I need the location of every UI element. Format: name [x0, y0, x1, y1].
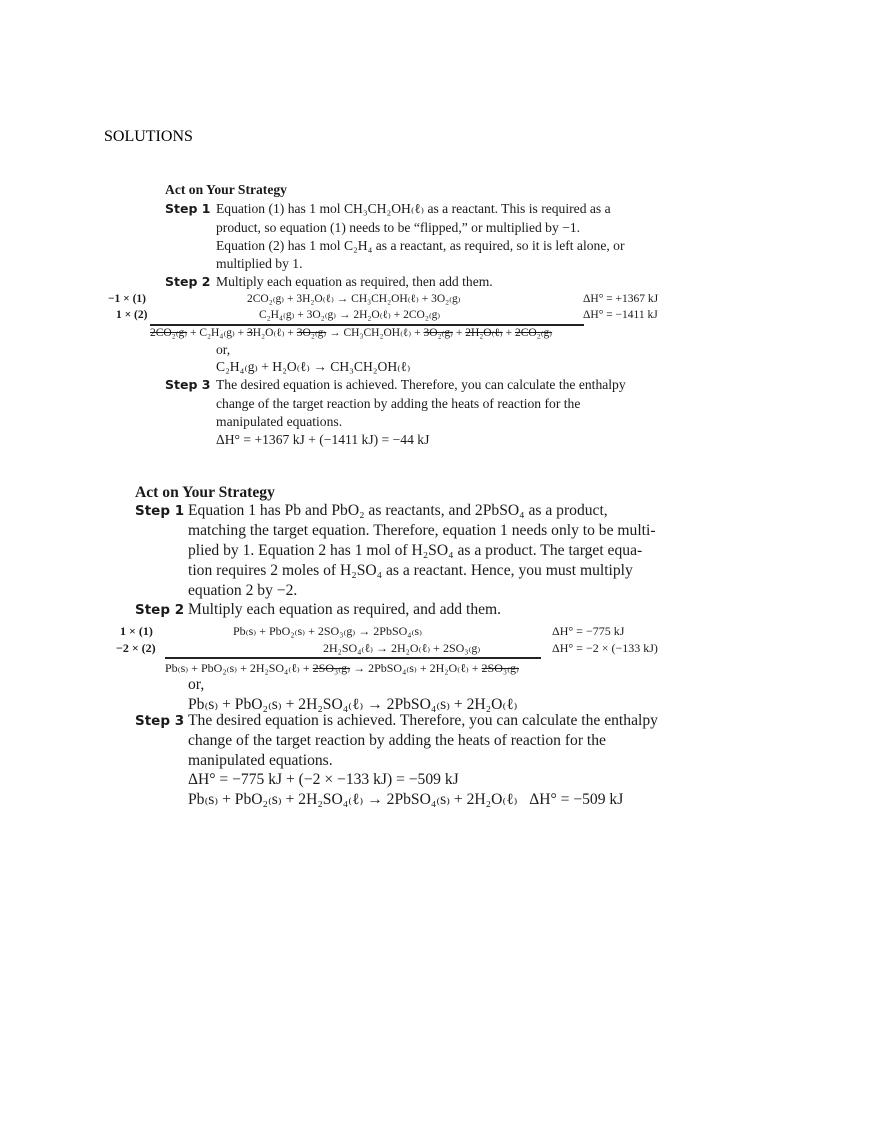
- term: → CH₃CH₂OH₍ℓ₎ +: [326, 327, 424, 339]
- cancelled-term: 2CO₂₍g₎: [150, 327, 188, 339]
- cancelled-term: 2H₂O₍ℓ₎: [465, 327, 503, 339]
- sum-rule: [165, 657, 541, 659]
- step-label: Step 3: [135, 713, 185, 729]
- text-line: The desired equation is achieved. Therefore, you can calculate the enthalpy: [188, 712, 658, 729]
- term: + C₂H₄₍g₎ +: [187, 327, 248, 339]
- step-label: Step 1: [165, 201, 211, 216]
- section-heading: Act on Your Strategy: [135, 484, 275, 501]
- cancelled-term: 2SO₃₍g₎: [312, 661, 351, 675]
- term: +: [502, 327, 515, 339]
- sum-equation: [165, 662, 519, 674]
- final-equation: Pb₍s₎ + PbO₂₍s₎ + 2H₂SO₄₍ℓ₎ → 2PbSO₄₍s₎ + 2H₂O₍ℓ₎ ΔH° = −509 kJ: [188, 791, 624, 808]
- text-line: Equation (1) has 1 mol CH₃CH₂OH₍ℓ₎ as a reactant. This is required as a: [216, 201, 611, 216]
- sum-rule: [150, 324, 584, 326]
- equation: Pb₍s₎ + PbO₂₍s₎ + 2SO₃₍g₎ → 2PbSO₄₍s₎: [233, 624, 423, 638]
- multiplier: 1 × (2): [116, 309, 148, 321]
- enthalpy-value: ΔH° = −775 kJ: [552, 624, 625, 638]
- text-line: manipulated equations.: [216, 414, 343, 429]
- cancelled-term: 3O₂₍g₎: [296, 327, 327, 339]
- cancelled-term: 3: [247, 327, 253, 339]
- cancelled-term: 2SO₃₍g₎: [481, 661, 519, 675]
- equation: 2CO₂₍g₎ + 3H₂O₍ℓ₎ → CH₃CH₂OH₍ℓ₎ + 3O₂₍g₎: [247, 293, 461, 305]
- term: H₂O₍ℓ₎ +: [252, 327, 297, 339]
- text-line: matching the target equation. Therefore, equation 1 needs only to be multi-: [188, 522, 656, 539]
- text-line: Multiply each equation as required, then add them.: [216, 274, 493, 289]
- equation: 2H₂SO₄₍ℓ₎ → 2H₂O₍ℓ₎ + 2SO₃₍g₎: [323, 641, 481, 655]
- text-line: Equation 1 has Pb and PbO₂ as reactants, and 2PbSO₄ as a product,: [188, 502, 608, 519]
- term: Pb₍s₎ + PbO₂₍s₎ + 2H₂SO₄₍ℓ₎ +: [165, 661, 313, 675]
- enthalpy-result: ΔH° = −775 kJ + (−2 × −133 kJ) = −509 kJ: [188, 771, 459, 788]
- net-equation: Pb₍s₎ + PbO₂₍s₎ + 2H₂SO₄₍ℓ₎ → 2PbSO₄₍s₎ + 2H₂O₍ℓ₎: [188, 696, 518, 713]
- cancelled-term: 3O₂₍g₎: [423, 327, 453, 339]
- enthalpy-result: ΔH° = +1367 kJ + (−1411 kJ) = −44 kJ: [216, 432, 430, 447]
- text-line: The desired equation is achieved. Therefore, you can calculate the enthalpy: [216, 377, 626, 392]
- text-line: product, so equation (1) needs to be “flipped,” or multiplied by −1.: [216, 220, 581, 235]
- or-text: or,: [188, 676, 205, 693]
- text-line: manipulated equations.: [188, 752, 333, 769]
- text-line: change of the target reaction by adding the heats of reaction for the: [216, 396, 581, 411]
- text-line: Equation (2) has 1 mol C₂H₄ as a reactant, as required, so it is left alone, or: [216, 238, 625, 253]
- step-label: Step 2: [165, 274, 211, 289]
- equation: C₂H₄₍g₎ + 3O₂₍g₎ → 2H₂O₍ℓ₎ + 2CO₂₍g₎: [259, 309, 441, 321]
- term: +: [452, 327, 466, 339]
- sum-equation: [150, 328, 552, 340]
- multiplier: −2 × (2): [116, 641, 156, 655]
- net-equation: C₂H₄₍g₎ + H₂O₍ℓ₎ → CH₃CH₂OH₍ℓ₎: [216, 359, 411, 374]
- step-label: Step 3: [165, 377, 211, 392]
- text-line: tion requires 2 moles of H₂SO₄ as a reactant. Hence, you must multiply: [188, 562, 633, 579]
- page-title: SOLUTIONS: [104, 128, 193, 145]
- text-line: Multiply each equation as required, and add them.: [188, 601, 502, 618]
- text-line: multiplied by 1.: [216, 256, 303, 271]
- text-line: change of the target reaction by adding the heats of reaction for the: [188, 732, 606, 749]
- step-label: Step 2: [135, 602, 185, 618]
- multiplier: −1 × (1): [108, 293, 147, 305]
- section-heading: Act on Your Strategy: [165, 182, 287, 197]
- cancelled-term: 2CO₂₍g₎: [514, 327, 553, 339]
- step-label: Step 1: [135, 503, 185, 519]
- multiplier: 1 × (1): [120, 624, 153, 638]
- enthalpy-value: ΔH° = +1367 kJ: [583, 293, 659, 305]
- enthalpy-value: ΔH° = −2 × (−133 kJ): [552, 641, 658, 655]
- enthalpy-value: ΔH° = −1411 kJ: [583, 309, 658, 321]
- text-line: equation 2 by −2.: [188, 582, 298, 599]
- term: → 2PbSO₄₍s₎ + 2H₂O₍ℓ₎ +: [350, 661, 482, 675]
- text-line: plied by 1. Equation 2 has 1 mol of H₂SO₄ as a product. The target equa-: [188, 542, 643, 559]
- or-text: or,: [216, 342, 231, 357]
